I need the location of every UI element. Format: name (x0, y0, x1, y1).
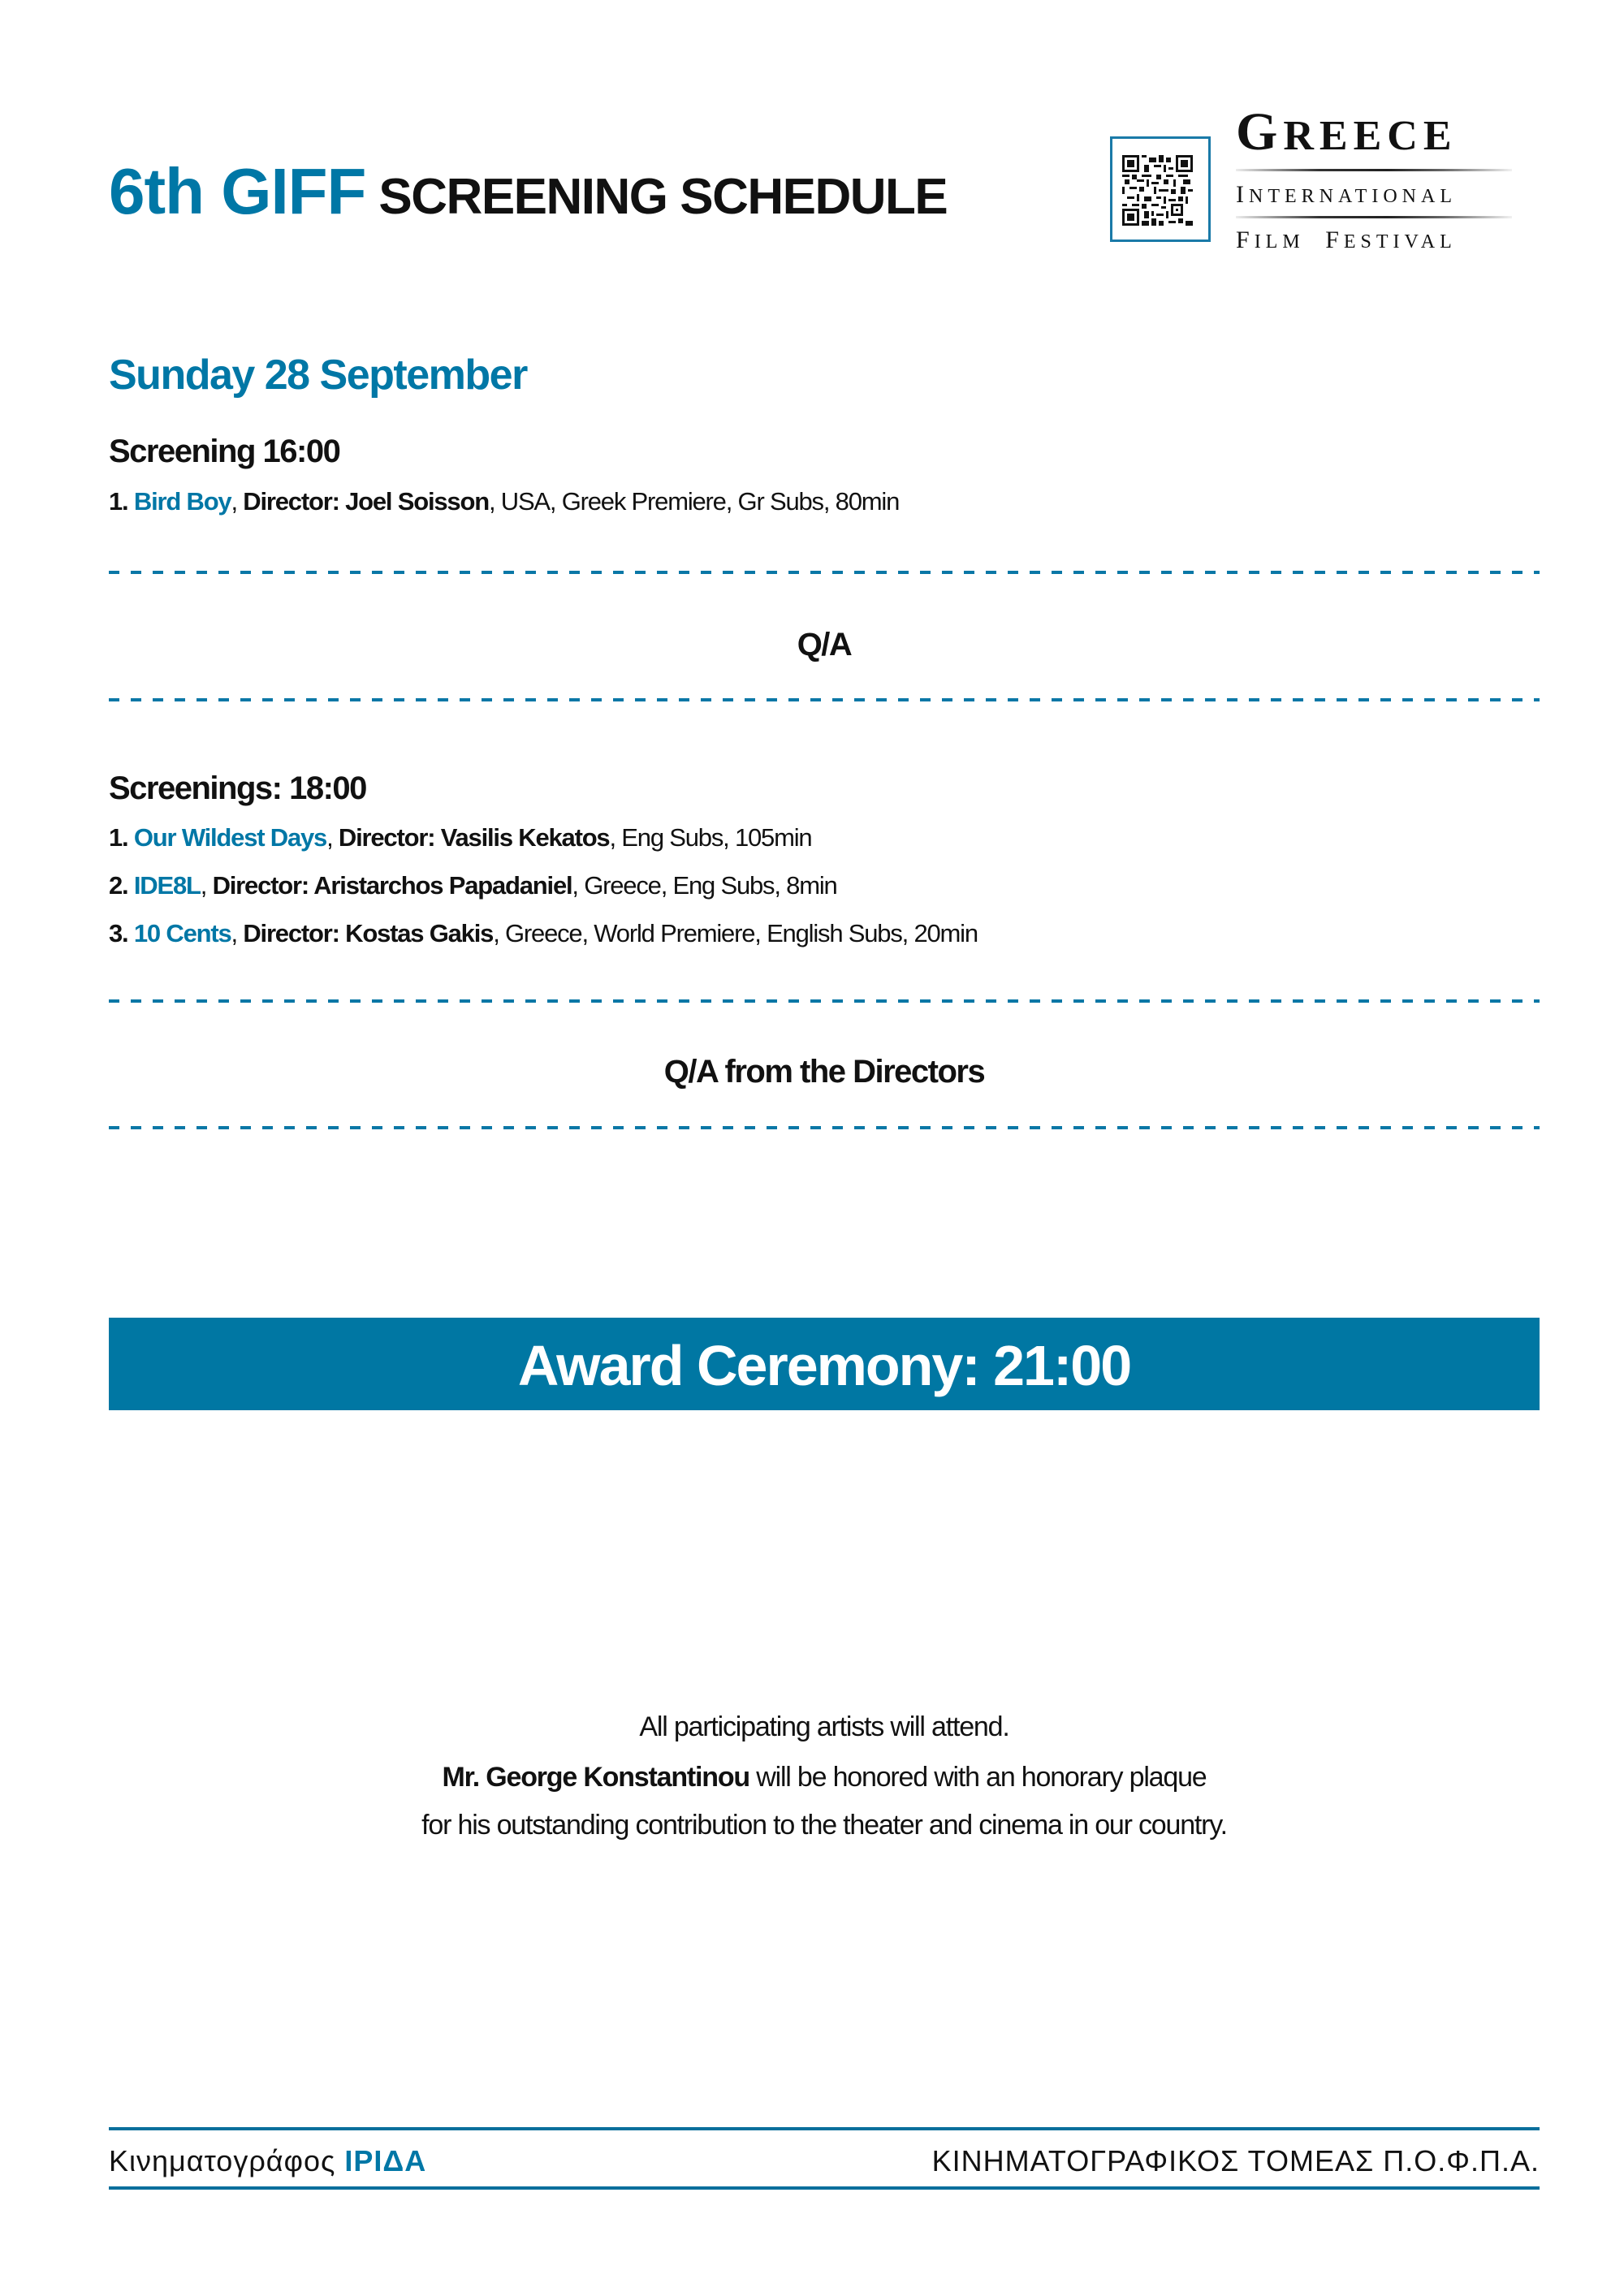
screening-item: 1. Our Wildest Days, Director: Vasilis Kekatos, Eng Subs, 105min (109, 823, 812, 852)
note-line-2: Mr. George Konstantinou will be honored with an honorary plaque (442, 1762, 1207, 1793)
film-title: 10 Cents (133, 919, 231, 947)
venue-name: ΙΡΙΔΑ (344, 2144, 427, 2177)
dashed-divider (109, 999, 1540, 1003)
item-number: 3. (109, 919, 128, 947)
session-heading: Screening 16:00 (109, 434, 340, 469)
title-festival-name: 6th GIFF (109, 155, 366, 227)
award-ceremony-label: Award Ceremony: 21:00 (517, 1334, 1131, 1397)
footer-bottom-rule (109, 2186, 1540, 2190)
qa-directors-label: Q/A from the Directors (663, 1054, 985, 1090)
item-number: 1. (109, 823, 128, 852)
screening-item: 3. 10 Cents, Director: Kostas Gakis, Greece, World Premiere, English Subs, 20min (109, 919, 978, 947)
film-title: IDE8L (133, 871, 201, 900)
dashed-divider (109, 1126, 1540, 1129)
dashed-divider (109, 571, 1540, 574)
logo-divider (1236, 169, 1512, 171)
session-heading: Screenings: 18:00 (109, 770, 366, 806)
day-heading: Sunday 28 September (109, 352, 527, 399)
title-schedule: SCREENING SCHEDULE (378, 169, 948, 225)
film-details: , Eng Subs, 105min (609, 823, 812, 852)
film-title: Bird Boy (133, 487, 231, 516)
page-title (109, 155, 948, 227)
film-details: , Greece, Eng Subs, 8min (572, 871, 837, 900)
honoree-name: Mr. George Konstantinou (442, 1762, 749, 1793)
award-ceremony-banner (109, 1318, 1540, 1410)
note-line-3: for his outstanding contribution to the theater and cinema in our country. (421, 1810, 1227, 1841)
logo-international: INTERNATIONAL (1236, 181, 1457, 208)
screening-item: 1. Bird Boy, Director: Joel Soisson, USA, Greek Premiere, Gr Subs, 80min (109, 487, 900, 516)
logo-divider (1236, 216, 1512, 218)
item-number: 2. (109, 871, 128, 900)
dashed-divider (109, 698, 1540, 701)
item-number: 1. (109, 487, 128, 516)
footer-venue: Κινηματογράφος ΙΡΙΔΑ (109, 2144, 427, 2177)
qr-code-icon (1122, 155, 1193, 226)
film-title: Our Wildest Days (133, 823, 327, 852)
film-details: , Greece, World Premiere, English Subs, 20min (493, 919, 978, 947)
qr-code-frame (1110, 136, 1211, 242)
footer-organizer: ΚΙΝΗΜΑΤΟΓΡΑΦΙΚΟΣ ΤΟΜΕΑΣ Π.Ο.Φ.Π.Α. (931, 2144, 1540, 2177)
logo-film-festival: FILM FESTIVAL (1236, 227, 1457, 253)
note-line-1: All participating artists will attend. (639, 1711, 1009, 1742)
director: Director: Joel Soisson (243, 487, 489, 516)
qa-label: Q/A (797, 627, 852, 662)
director: Director: Vasilis Kekatos (338, 823, 610, 852)
screening-item: 2. IDE8L, Director: Aristarchos Papadaniel, Greece, Eng Subs, 8min (109, 871, 837, 900)
director: Director: Kostas Gakis (243, 919, 494, 947)
director: Director: Aristarchos Papadaniel (212, 871, 572, 900)
footer-top-rule (109, 2127, 1540, 2130)
film-details: , USA, Greek Premiere, Gr Subs, 80min (488, 487, 900, 516)
logo-greece: GREECE (1236, 102, 1458, 162)
